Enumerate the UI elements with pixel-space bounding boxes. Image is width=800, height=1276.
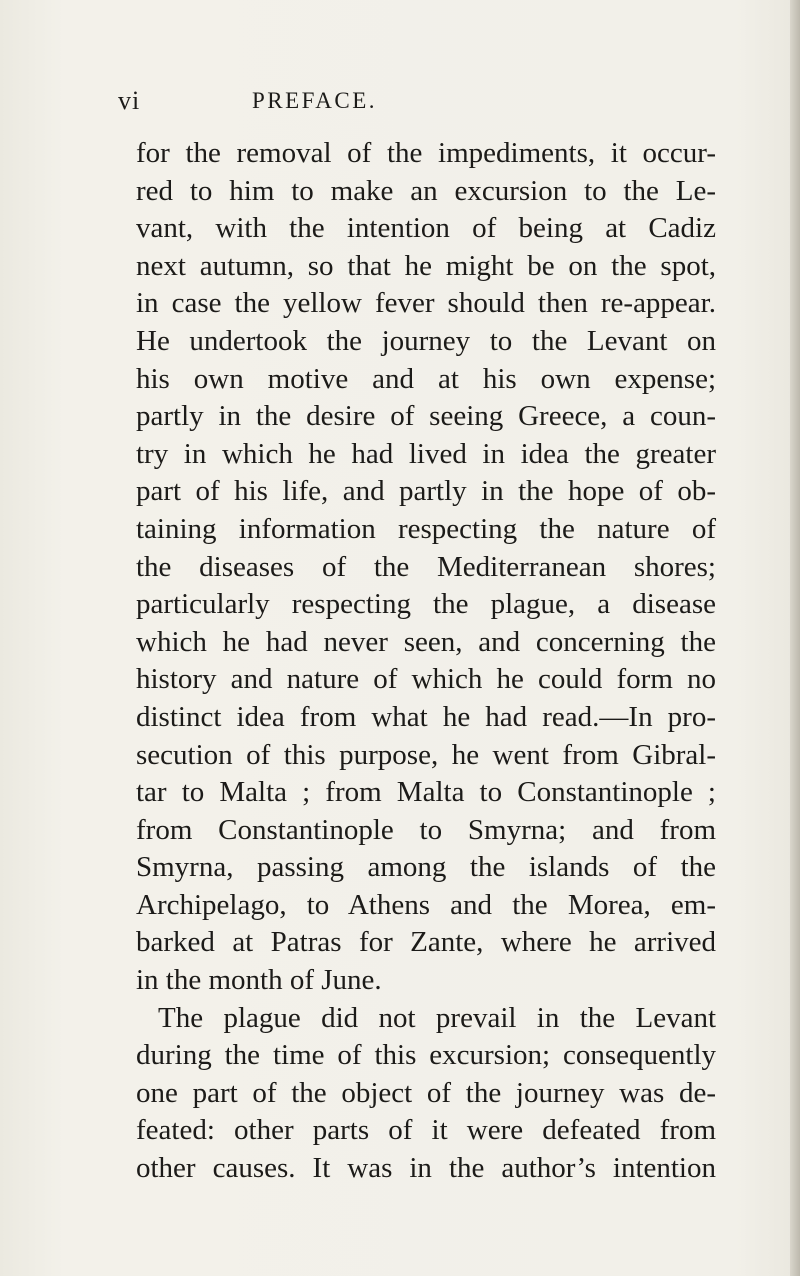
- text-line: from Constantinople to Smyrna; and from: [136, 813, 716, 846]
- body-text: [136, 135, 716, 1188]
- text-line: partly in the desire of seeing Greece, a coun-: [136, 400, 716, 433]
- text-line: during the time of this excursion; consequently: [136, 1039, 716, 1072]
- text-line: vant, with the intention of being at Cadiz: [136, 212, 716, 245]
- text-line: taining information respecting the nature of: [136, 512, 716, 545]
- text-line: for the removal of the impediments, it occur-: [136, 137, 716, 169]
- page-header: [0, 86, 800, 126]
- text-line: tar to Malta ; from Malta to Constantinople ;: [136, 776, 716, 809]
- text-line: red to him to make an excursion to the Le-: [136, 174, 716, 207]
- text-line: his own motive and at his own expense;: [136, 362, 716, 395]
- page-edge-shadow: [790, 0, 800, 1276]
- text-line: Smyrna, passing among the islands of the: [136, 851, 716, 884]
- text-line: one part of the object of the journey was de-: [136, 1076, 716, 1109]
- text-line: barked at Patras for Zante, where he arrived: [136, 926, 716, 959]
- paragraph-start-line: The plague did not prevail in the Levant: [158, 1001, 716, 1034]
- text-line: part of his life, and partly in the hope of ob-: [136, 475, 716, 508]
- text-line: He undertook the journey to the Levant on: [136, 324, 716, 357]
- text-line: particularly respecting the plague, a disease: [136, 588, 716, 621]
- text-line: in case the yellow fever should then re-appear.: [136, 287, 716, 320]
- paragraph-end-line: in the month of June.: [136, 964, 382, 997]
- text-line: try in which he had lived in idea the greater: [136, 437, 716, 470]
- text-line: secution of this purpose, he went from Gibral-: [136, 738, 716, 771]
- text-line: distinct idea from what he had read.—In pro-: [136, 700, 716, 733]
- running-head: PREFACE.: [252, 88, 378, 113]
- page-number: vi: [118, 86, 141, 115]
- text-line: Archipelago, to Athens and the Morea, em-: [136, 888, 716, 921]
- text-line: the diseases of the Mediterranean shores;: [136, 550, 716, 583]
- text-line: which he had never seen, and concerning the: [136, 625, 716, 658]
- text-line: other causes. It was in the author’s intention: [136, 1152, 716, 1185]
- text-line: next autumn, so that he might be on the spot,: [136, 249, 716, 282]
- text-line: feated: other parts of it were defeated from: [136, 1114, 716, 1147]
- text-line: history and nature of which he could form no: [136, 663, 716, 696]
